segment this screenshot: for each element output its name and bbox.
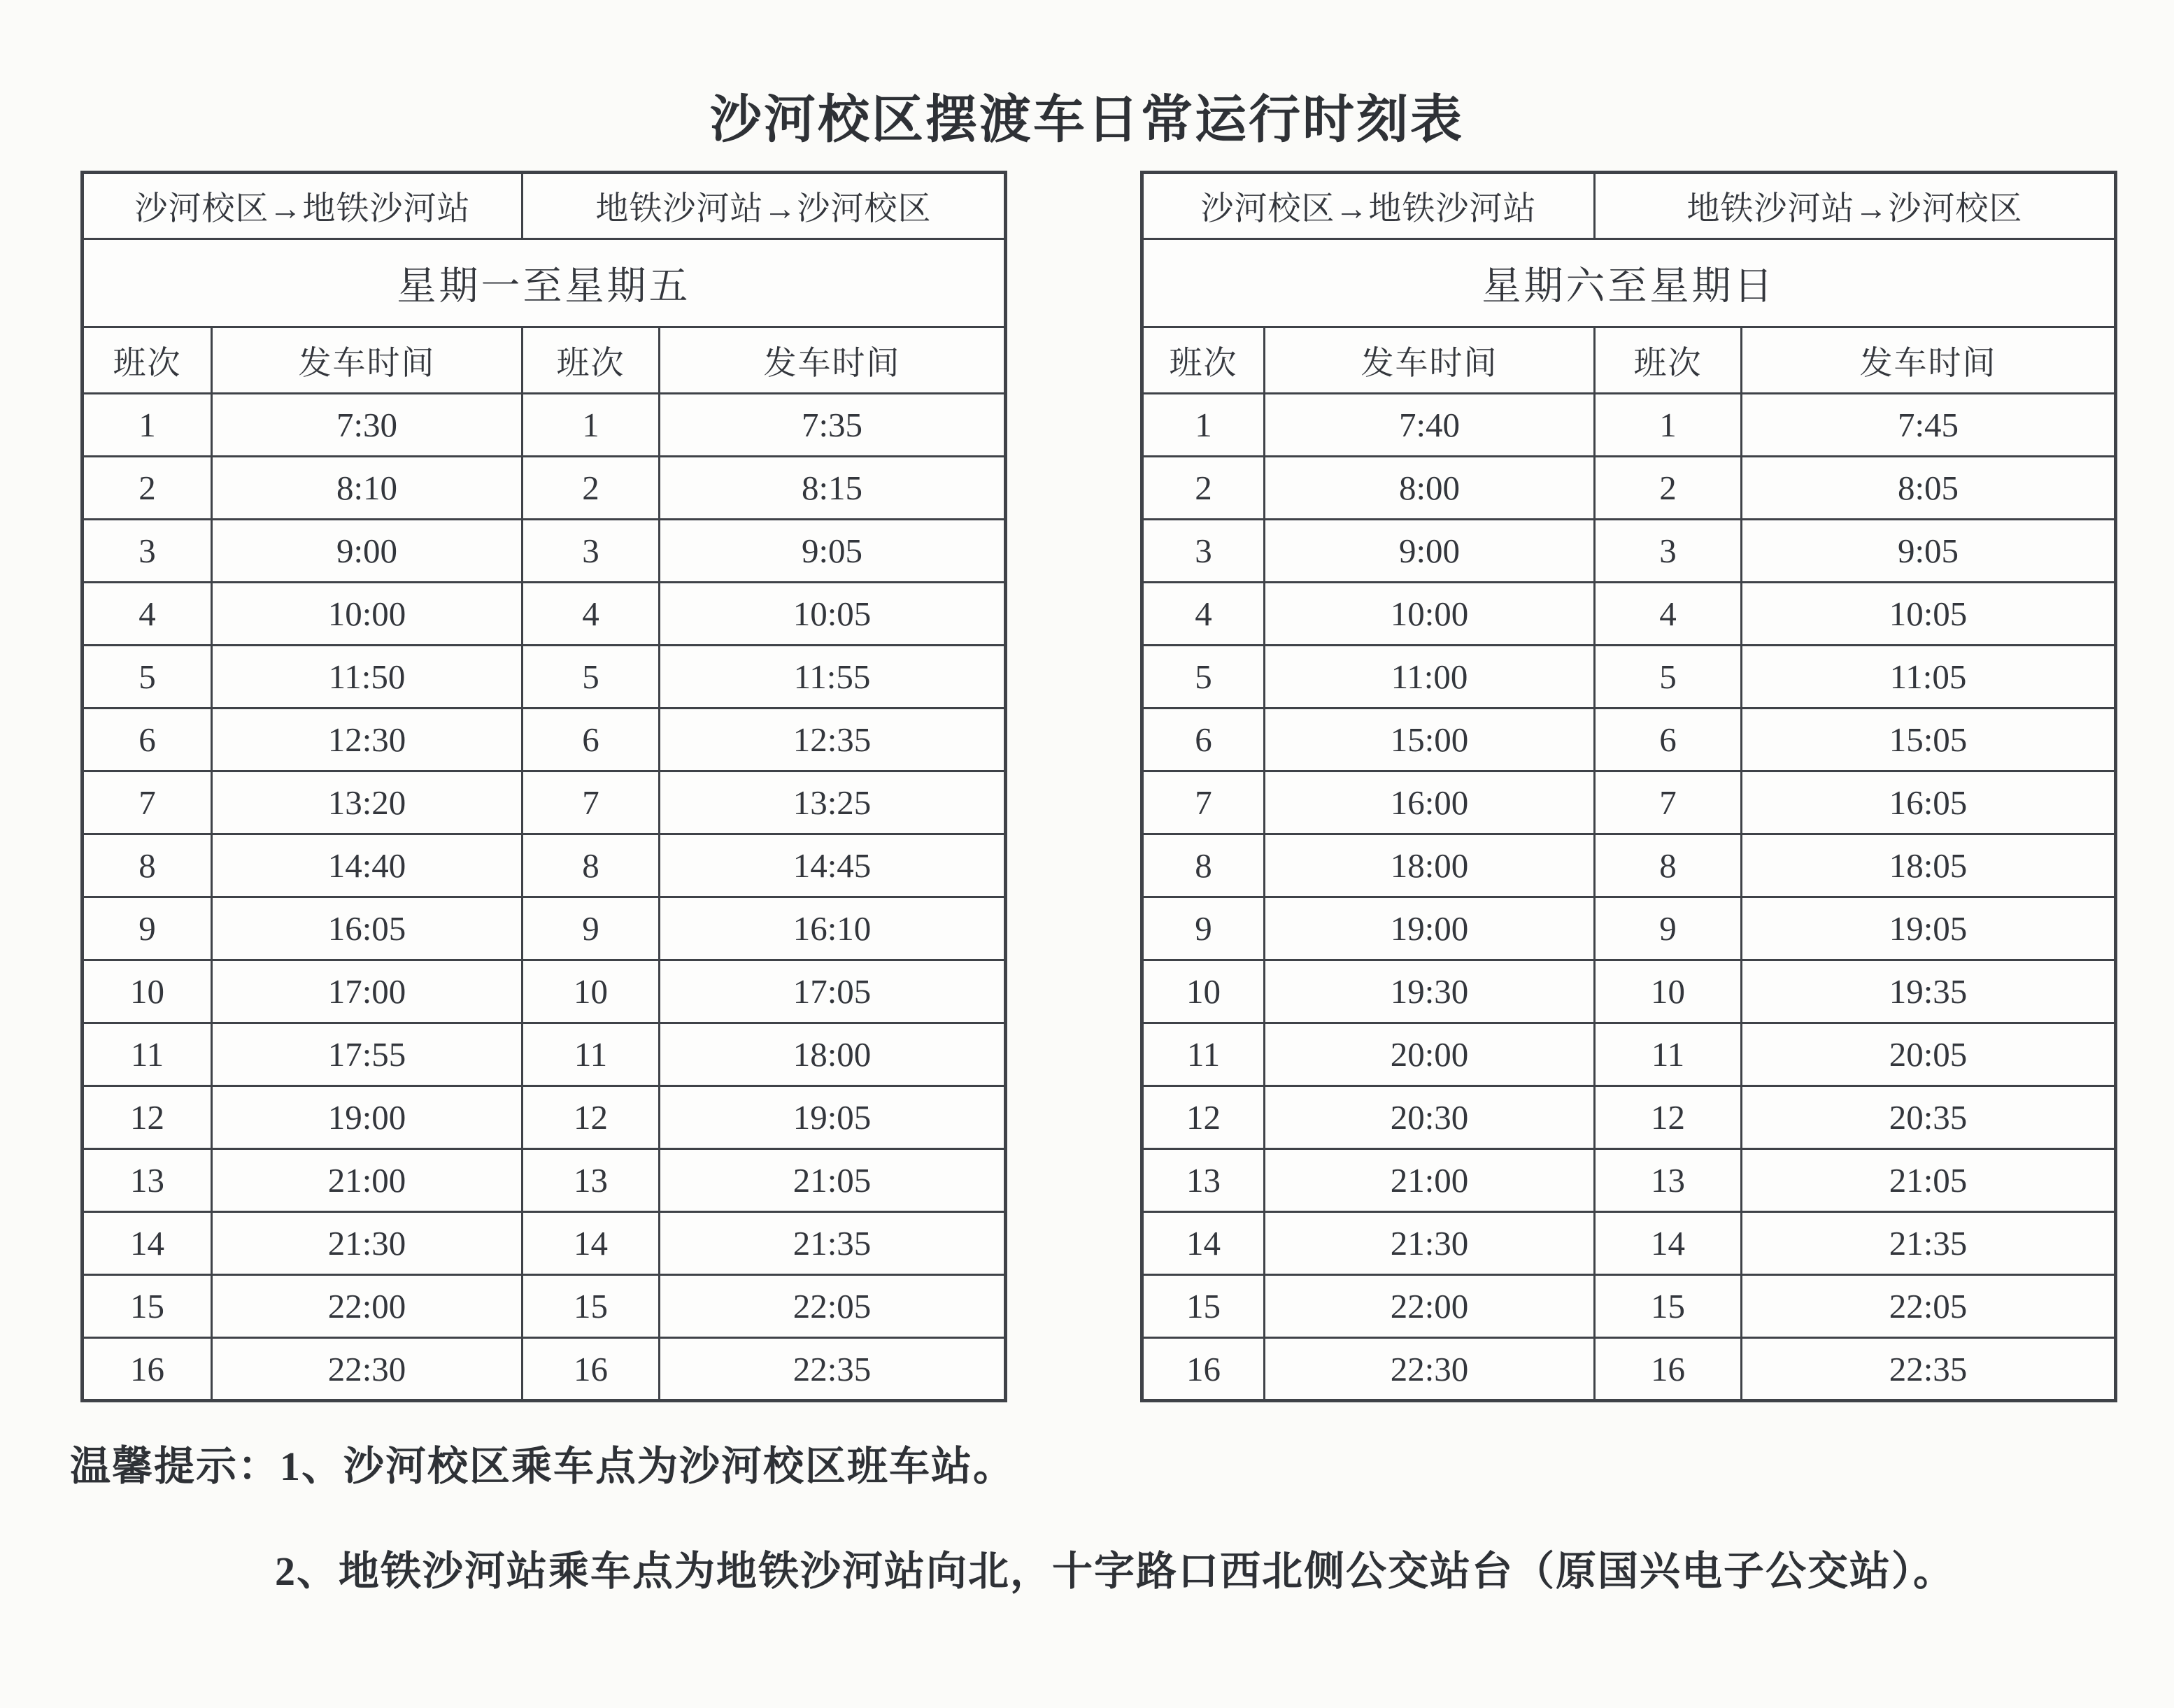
direction-header-metro-to-campus: 地铁沙河站→沙河校区 [523,173,1006,239]
trip-number-cell: 14 [1595,1212,1742,1275]
departure-time-cell: 7:30 [212,394,523,457]
trip-number-cell: 2 [1142,457,1265,520]
trip-number-cell: 11 [1142,1023,1265,1086]
departure-time-cell: 21:00 [1265,1149,1595,1212]
departure-time-cell: 19:35 [1742,960,2116,1023]
trip-number-cell: 3 [1595,520,1742,583]
column-header-trip: 班次 [523,327,660,394]
trip-number-cell: 3 [1142,520,1265,583]
departure-time-cell: 15:00 [1265,709,1595,771]
trip-number-cell: 12 [523,1086,660,1149]
trip-number-cell: 13 [523,1149,660,1212]
departure-time-cell: 16:10 [660,897,1006,960]
column-header-time: 发车时间 [1265,327,1595,394]
direction-header-row [83,173,1006,239]
trip-number-cell: 4 [523,583,660,646]
departure-time-cell: 20:30 [1265,1086,1595,1149]
departure-time-cell: 7:40 [1265,394,1595,457]
schedule-row [83,1338,1006,1401]
trip-number-cell: 1 [1595,394,1742,457]
trip-number-cell: 7 [523,771,660,834]
departure-time-cell: 8:05 [1742,457,2116,520]
departure-time-cell: 8:10 [212,457,523,520]
schedule-row [83,583,1006,646]
trip-number-cell: 13 [83,1149,212,1212]
departure-time-cell: 10:05 [1742,583,2116,646]
schedule-row [1142,834,2116,897]
trip-number-cell: 1 [523,394,660,457]
schedule-row [83,771,1006,834]
departure-time-cell: 22:35 [1742,1338,2116,1401]
schedule-row [1142,457,2116,520]
schedule-row [83,457,1006,520]
trip-number-cell: 10 [523,960,660,1023]
trip-number-cell: 11 [83,1023,212,1086]
departure-time-cell: 8:00 [1265,457,1595,520]
departure-time-cell: 17:00 [212,960,523,1023]
trip-number-cell: 10 [1142,960,1265,1023]
departure-time-cell: 22:00 [1265,1275,1595,1338]
trip-number-cell: 7 [83,771,212,834]
schedule-row [1142,897,2116,960]
departure-time-cell: 22:35 [660,1338,1006,1401]
schedule-row [1142,709,2116,771]
departure-time-cell: 22:00 [212,1275,523,1338]
trip-number-cell: 8 [1595,834,1742,897]
column-header-time: 发车时间 [212,327,523,394]
departure-time-cell: 10:00 [212,583,523,646]
schedule-row [83,520,1006,583]
departure-time-cell: 11:05 [1742,646,2116,709]
departure-time-cell: 22:05 [1742,1275,2116,1338]
trip-number-cell: 15 [1595,1275,1742,1338]
trip-number-cell: 12 [1595,1086,1742,1149]
schedule-row [1142,646,2116,709]
schedule-row [1142,520,2116,583]
notes-line-2 [275,1538,2174,1597]
schedule-row [83,646,1006,709]
schedule-row [1142,1086,2116,1149]
period-header-row [1142,239,2116,327]
departure-time-cell: 14:40 [212,834,523,897]
departure-time-cell: 18:00 [660,1023,1006,1086]
departure-time-cell: 20:00 [1265,1023,1595,1086]
trip-number-cell: 6 [83,709,212,771]
departure-time-cell: 10:05 [660,583,1006,646]
trip-number-cell: 4 [83,583,212,646]
schedule-row [1142,1275,2116,1338]
trip-number-cell: 5 [523,646,660,709]
departure-time-cell: 18:05 [1742,834,2116,897]
trip-number-cell: 16 [83,1338,212,1401]
departure-time-cell: 19:00 [1265,897,1595,960]
departure-time-cell: 21:30 [1265,1212,1595,1275]
schedule-row [83,1086,1006,1149]
departure-time-cell: 22:30 [1265,1338,1595,1401]
trip-number-cell: 4 [1595,583,1742,646]
trip-number-cell: 2 [1595,457,1742,520]
schedule-row [1142,1023,2116,1086]
weekend-schedule-table [1140,171,2117,1402]
trip-number-cell: 7 [1142,771,1265,834]
trip-number-cell: 1 [1142,394,1265,457]
trip-number-cell: 6 [1595,709,1742,771]
trip-number-cell: 11 [523,1023,660,1086]
departure-time-cell: 21:30 [212,1212,523,1275]
schedule-row [1142,394,2116,457]
departure-time-cell: 19:30 [1265,960,1595,1023]
schedule-row [83,1212,1006,1275]
departure-time-cell: 22:30 [212,1338,523,1401]
column-header-trip: 班次 [1595,327,1742,394]
departure-time-cell: 11:00 [1265,646,1595,709]
weekday-schedule-body [83,394,1006,1401]
trip-number-cell: 4 [1142,583,1265,646]
trip-number-cell: 8 [83,834,212,897]
departure-time-cell: 12:30 [212,709,523,771]
schedule-row [83,960,1006,1023]
column-header-row [1142,327,2116,394]
departure-time-cell: 18:00 [1265,834,1595,897]
departure-time-cell: 19:05 [1742,897,2116,960]
departure-time-cell: 16:05 [212,897,523,960]
schedule-row [1142,1149,2116,1212]
direction-header-campus-to-metro: 沙河校区→地铁沙河站 [1142,173,1595,239]
departure-time-cell: 16:00 [1265,771,1595,834]
departure-time-cell: 17:55 [212,1023,523,1086]
trip-number-cell: 14 [1142,1212,1265,1275]
departure-time-cell: 9:00 [212,520,523,583]
departure-time-cell: 20:05 [1742,1023,2116,1086]
period-header-weekday: 星期一至星期五 [83,239,1006,327]
trip-number-cell: 16 [523,1338,660,1401]
trip-number-cell: 12 [1142,1086,1265,1149]
trip-number-cell: 8 [523,834,660,897]
departure-time-cell: 17:05 [660,960,1006,1023]
schedule-row [83,1275,1006,1338]
schedule-row [1142,583,2116,646]
departure-time-cell: 16:05 [1742,771,2116,834]
departure-time-cell: 9:05 [1742,520,2116,583]
trip-number-cell: 7 [1595,771,1742,834]
trip-number-cell: 14 [83,1212,212,1275]
departure-time-cell: 21:05 [660,1149,1006,1212]
timetable-sheet [0,78,2174,1597]
departure-time-cell: 21:00 [212,1149,523,1212]
notes-prefix: 温馨提示： [70,1444,280,1489]
departure-time-cell: 21:35 [660,1212,1006,1275]
trip-number-cell: 9 [1595,897,1742,960]
trip-number-cell: 3 [523,520,660,583]
departure-time-cell: 9:00 [1265,520,1595,583]
trip-number-cell: 2 [83,457,212,520]
departure-time-cell: 10:00 [1265,583,1595,646]
trip-number-cell: 5 [1142,646,1265,709]
notes-line-1 [70,1433,2174,1492]
schedule-row [1142,1338,2116,1401]
column-header-time: 发车时间 [1742,327,2116,394]
trip-number-cell: 10 [83,960,212,1023]
weekend-schedule-body [1142,394,2116,1401]
trip-number-cell: 6 [1142,709,1265,771]
weekday-schedule-table [80,171,1007,1402]
departure-time-cell: 21:35 [1742,1212,2116,1275]
trip-number-cell: 9 [1142,897,1265,960]
departure-time-cell: 15:05 [1742,709,2116,771]
trip-number-cell: 9 [523,897,660,960]
tables-container [80,171,2174,1402]
trip-number-cell: 2 [523,457,660,520]
departure-time-cell: 19:05 [660,1086,1006,1149]
departure-time-cell: 11:50 [212,646,523,709]
trip-number-cell: 11 [1595,1023,1742,1086]
trip-number-cell: 5 [1595,646,1742,709]
column-header-trip: 班次 [83,327,212,394]
trip-number-cell: 15 [1142,1275,1265,1338]
departure-time-cell: 12:35 [660,709,1006,771]
trip-number-cell: 15 [523,1275,660,1338]
trip-number-cell: 6 [523,709,660,771]
trip-number-cell: 12 [83,1086,212,1149]
schedule-row [83,897,1006,960]
trip-number-cell: 16 [1595,1338,1742,1401]
schedule-row [83,834,1006,897]
departure-time-cell: 11:55 [660,646,1006,709]
trip-number-cell: 16 [1142,1338,1265,1401]
note-item-1: 1、沙河校区乘车点为沙河校区班车站。 [280,1444,1016,1489]
schedule-row [83,1023,1006,1086]
trip-number-cell: 1 [83,394,212,457]
departure-time-cell: 19:00 [212,1086,523,1149]
departure-time-cell: 20:35 [1742,1086,2116,1149]
column-header-trip: 班次 [1142,327,1265,394]
trip-number-cell: 5 [83,646,212,709]
departure-time-cell: 7:35 [660,394,1006,457]
page-title: 沙河校区摆渡车日常运行时刻表 [710,92,1464,149]
departure-time-cell: 13:20 [212,771,523,834]
period-header-weekend: 星期六至星期日 [1142,239,2116,327]
departure-time-cell: 7:45 [1742,394,2116,457]
trip-number-cell: 3 [83,520,212,583]
schedule-row [83,709,1006,771]
column-header-time: 发车时间 [660,327,1006,394]
departure-time-cell: 14:45 [660,834,1006,897]
column-header-row [83,327,1006,394]
direction-header-row [1142,173,2116,239]
schedule-row [1142,960,2116,1023]
trip-number-cell: 13 [1142,1149,1265,1212]
note-item-2: 2、地铁沙河站乘车点为地铁沙河站向北，十字路口西北侧公交站台（原国兴电子公交站）。 [275,1549,1956,1594]
direction-header-campus-to-metro: 沙河校区→地铁沙河站 [83,173,523,239]
trip-number-cell: 10 [1595,960,1742,1023]
trip-number-cell: 14 [523,1212,660,1275]
direction-header-metro-to-campus: 地铁沙河站→沙河校区 [1595,173,2116,239]
trip-number-cell: 9 [83,897,212,960]
schedule-row [1142,771,2116,834]
departure-time-cell: 9:05 [660,520,1006,583]
trip-number-cell: 13 [1595,1149,1742,1212]
departure-time-cell: 8:15 [660,457,1006,520]
departure-time-cell: 21:05 [1742,1149,2116,1212]
schedule-row [83,394,1006,457]
period-header-row [83,239,1006,327]
notes-section [0,1433,2174,1597]
trip-number-cell: 8 [1142,834,1265,897]
departure-time-cell: 13:25 [660,771,1006,834]
departure-time-cell: 22:05 [660,1275,1006,1338]
schedule-row [1142,1212,2116,1275]
schedule-row [83,1149,1006,1212]
trip-number-cell: 15 [83,1275,212,1338]
